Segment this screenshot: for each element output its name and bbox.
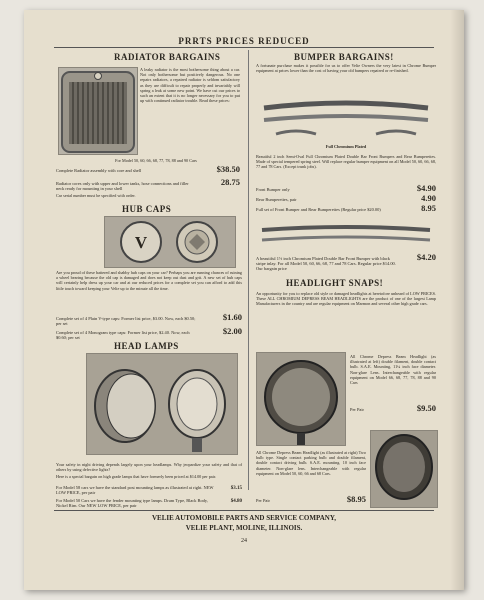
hubcaps-body: Are you proud of these battered and shabby hub caps on your car? Perhaps you are running chances of ruining a wheel bearing because the old cap is damaged and does not keep out dust and grit. A new set of hub caps will certainly help dress up your car and at our reduced prices for a complete set you can afford to add this little touch toward keeping your Velie up to the minute all the time. [56,270,242,291]
radiator-intro: A leaky radiator is the most bothersome thing about a car. Not only bothersome but positively dangerous. No one repairs radiators, a repaired radiator is seldom satisfactory as they are difficult to repair properly and invariably will spring a leak at some new point. We have cut our prices to such an extent that it is no longer necessary for you to put up with continued radiator trouble. Read these prices: [140,67,240,104]
lamp2-row [256,494,366,504]
radiator-models: For Model 50, 60, 66, 68, 77, 78, 88 and 90 Cars [115,158,197,163]
bumper2-image [256,220,436,248]
bumper-front-label: Front Bumper only [256,187,290,192]
footer-rule [54,510,434,511]
lamp2-per: Per Pair [256,498,271,503]
headlamps-body2: Here is a special bargain on high grade lamps that have formerly been priced at $14.00 per pair. [56,474,217,479]
radiator-cores-price: 28.75 [220,177,240,187]
bumper-full-price: 8.95 [421,203,436,213]
bumper-caption: Full Chromium Plated [325,144,367,149]
radiator-cores-label: Radiator cores only with upper and lower tanks, hose connections and filler neck ready for mounting in your shell [56,181,189,191]
bumper-rear-row [256,193,436,203]
footer-address: VELIE PLANT, MOLINE, ILLINOIS. [185,524,303,532]
bumper-front-row [256,183,436,193]
lamp2-price: $8.95 [346,494,366,504]
bumper-rear-label: Rear Bumperettes, pair [256,197,297,202]
headlamps-row3 [56,485,242,495]
bumper-title: BUMPER BARGAINS! [294,52,394,62]
bumper-front-price: $4.90 [416,183,436,193]
bumper-image [256,90,436,140]
bumper-desc2: A beautiful 1½ inch Chromium Plated Double Bar Front Bumper with black stripe inlay. For all Model 50, 60, 66, 68, 77 and 78 Cars. Regular price $14.00. Our bargain price [256,256,396,271]
catalog-page [24,10,464,590]
hubcaps-line2-label: Complete set of 4 Monogram type caps: Former list price, $2.40. Now, each $0.60; per set [56,330,190,340]
hubcaps-line1-label: Complete set of 4 Plain V-type caps: Former list price, $3.00. Now, each $0.50; per set [56,316,196,326]
headlamps-body1: Your safety in night driving depends largely upon your headlamps. Why jeopardize your safety and that of others by using defective lights? [56,462,242,473]
bumper-full-row [256,203,436,213]
hubcaps-line1 [56,312,242,326]
bumper-full-label: Full set of Front Bumper and Rear Bumperettes (Regular price $20.00) [256,207,381,212]
radiator-complete-row [56,164,240,174]
bumper2-row [256,252,436,271]
headlamps-row4 [56,498,242,508]
hubcaps-line1-price: $1.60 [222,312,242,322]
bumper-rear-price: 4.90 [421,193,436,203]
snaps-body: An opportunity for you to replace old style or damaged headlights at heretofore unheard of LOW PRICES. These ALL CHROMIUM DEPRESS BEAM HEADLIGHTS are the product of one of the largest Lamp Manufacturers in the country and are regular equipment on Marmon and several other high grade cars. [256,291,436,307]
headlamps-price4: $4.80 [230,499,242,504]
headlamps-image [86,353,238,455]
radiator-title: RADIATOR BARGAINS [114,52,221,62]
radiator-complete-label: Complete Radiator assembly with core and shell [56,168,142,173]
headlamps-title: HEAD LAMPS [114,341,179,351]
headlamps-body4: For Model 50 Cars we have the fender mounting type lamps. Drum Type, Black Body, Nickel Rim. Our NEW LOW PRICE, per pair [56,498,208,508]
page-number: 24 [241,538,247,544]
hubcaps-image [104,216,236,268]
bumper-price2: $4.20 [416,252,436,262]
header-rule [54,47,434,48]
radiator-image [58,67,138,155]
snaps-title: HEADLIGHT SNAPS! [286,278,384,288]
page-header: PRRTS PRICES REDUCED [178,36,310,46]
lamp1-row [350,403,436,413]
lamp1-price: $9.50 [416,403,436,413]
headlight-left-image [256,352,346,446]
lamp1-desc: All Chrome Depress Beam Headlight (as illustrated at left) double filament, double contact bulb. S.A.E. Mounting, 11¼ inch face diameter. Non-glare Lens. Interchangeable with regular equipment on Model 66, 68, 77, 78, 88 and 90 Cars [350,354,436,386]
radiator-serial-note: Car serial number must be specified with order. [56,193,136,198]
bumper-intro: A fortunate purchase makes it possible for us to offer Velie Owners the very latest in Chrome Bumper equipment at prices lower than the cost of having your old bumpers repaired or re-finished. [256,63,436,74]
radiator-cores-row [56,177,240,191]
radiator-complete-price: $38.50 [216,164,240,174]
headlamps-body3: For Model 58 cars we have the standard post mounting lamps as illustrated at right. NEW LOW PRICE, per pair [56,485,214,495]
headlight-right-image [370,430,438,508]
column-divider [248,50,249,490]
hubcaps-line2-price: $2.00 [222,326,242,336]
hubcaps-line2 [56,326,242,340]
headlamps-price3: $3.15 [230,486,242,491]
bumper-desc: Beautiful 2 inch Semi-Oval Full Chromium Plated Double Bar Front Bumpers and Rear Bumperettes. Made of special tempered spring steel. Will replace regular bumper equipment on all Model 50, 60, 66, 68, 77 and 78 Cars. (Except trunk jobs). [256,154,436,170]
hubcaps-title: HUB CAPS [122,204,172,214]
lamp2-desc: All Chrome Depress Beam Headlight (as illustrated at right) Two bulb type. Single contact parking bulb and double filament, double contact driving bulb. S.A.E. mounting. 10 inch face diameter. Non-glare lens. Interchangeable with regular equipment on Model 50, 60, 66 and 68 Cars. [256,450,366,476]
lamp1-per: Per Pair [350,407,365,412]
footer-company: VELIE AUTOMOBILE PARTS AND SERVICE COMPANY, [151,514,336,522]
svg-text:V: V [134,233,148,252]
